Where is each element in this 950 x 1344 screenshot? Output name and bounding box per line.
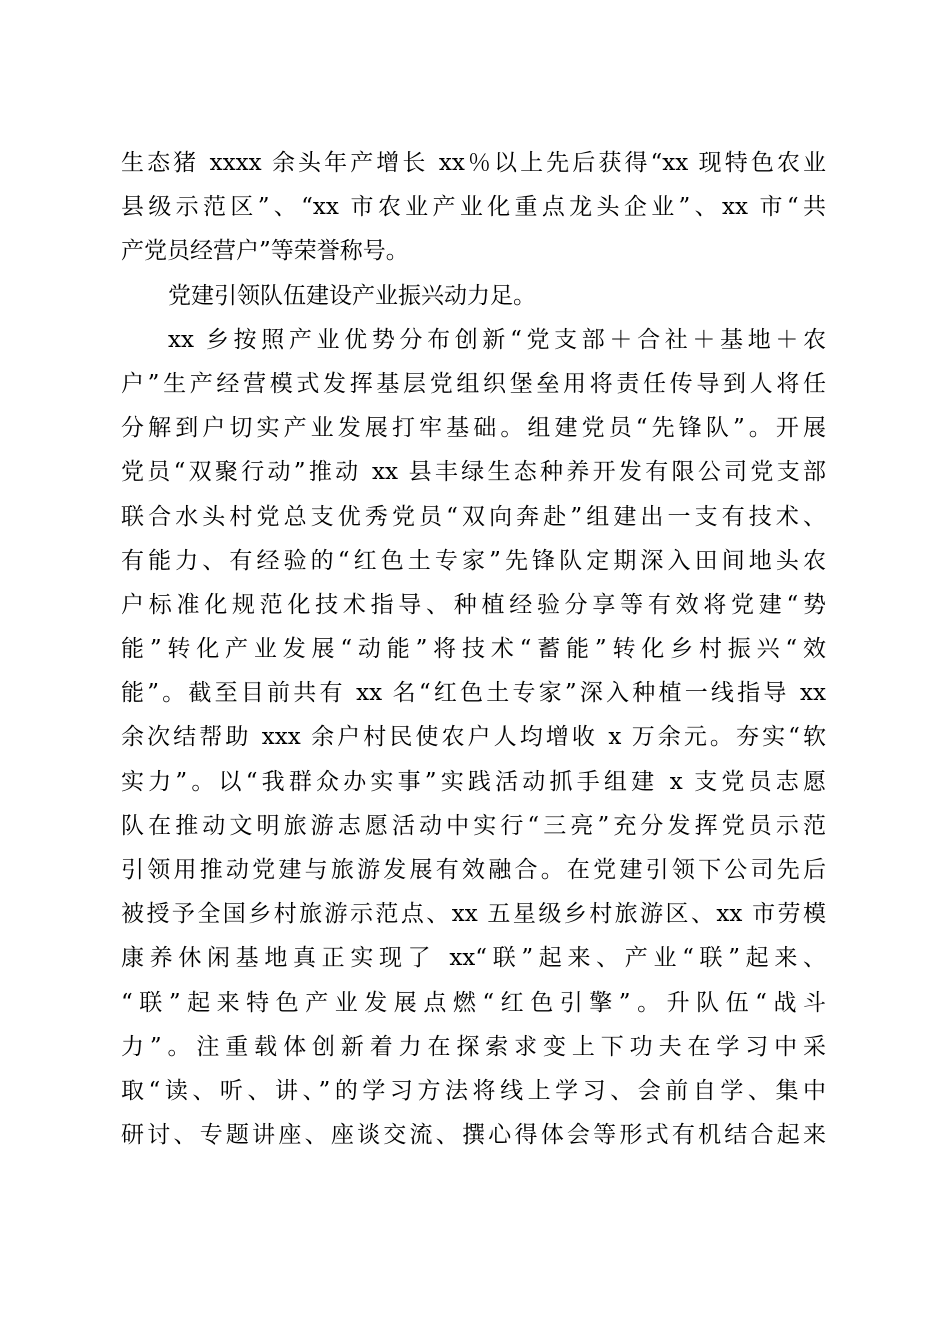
text-line: 引领用推动党建与旅游发展有效融合。在党建引领下公司先后	[121, 857, 826, 883]
text-line: “联”起来特色产业发展点燃“红色引擎”。升队伍“战斗	[121, 989, 826, 1016]
text-line: 队在推动文明旅游志愿活动中实行“三亮”充分发挥党员示范	[121, 812, 826, 839]
paragraph	[121, 318, 826, 1158]
paragraph	[121, 274, 826, 318]
text-line: 分解到户切实产业发展打牢基础。组建党员“先锋队”。开展	[121, 415, 826, 442]
text-line: 研讨、专题讲座、座谈交流、撰心得体会等形式有机结合起来	[121, 1122, 826, 1149]
text-line: 联合水头村党总支优秀党员“双向奔赴”组建出一支有技术、	[121, 503, 826, 530]
text-line: 取“读、听、讲、”的学习方法将线上学习、会前自学、集中	[121, 1077, 826, 1104]
text-line: 党建引领队伍建设产业振兴动力足。	[168, 282, 536, 309]
text-line: 力”。注重载体创新着力在探索求变上下功夫在学习中采	[121, 1033, 826, 1060]
text-line: 生态猪 xxxx 余头年产增长 xx％以上先后获得“xx 现特色农业	[121, 150, 826, 176]
text-line: 县级示范区”、“xx 市农业产业化重点龙头企业”、xx 市“共	[121, 194, 826, 221]
text-line: 户标准化规范化技术指导、种植经验分享等有效将党建“势	[121, 591, 826, 618]
text-line: 有能力、有经验的“红色土专家”先锋队定期深入田间地头农	[121, 547, 826, 574]
text-line: 余次结帮助 xxx 余户村民使农户人均增收 x 万余元。夯实“软	[121, 724, 826, 751]
text-line: 产党员经营户”等荣誉称号。	[121, 238, 409, 265]
text-line: 党员“双聚行动”推动 xx 县丰绿生态种养开发有限公司党支部	[121, 459, 826, 486]
text-line: xx 乡按照产业优势分布创新“党支部＋合社＋基地＋农	[168, 326, 826, 353]
paragraph	[121, 141, 826, 274]
text-line: 能”转化产业发展“动能”将技术“蓄能”转化乡村振兴“效	[121, 636, 826, 663]
text-line: 实力”。以“我群众办实事”实践活动抓手组建 x 支党员志愿	[121, 768, 826, 795]
body-text	[121, 141, 826, 1157]
text-line: 康养休闲基地真正实现了 xx“联”起来、产业“联”起来、	[121, 945, 826, 972]
text-line: 户”生产经营模式发挥基层党组织堡垒用将责任传导到人将任	[121, 370, 826, 397]
text-line: 能”。截至目前共有 xx 名“红色土专家”深入种植一线指导 xx	[121, 680, 826, 707]
text-line: 被授予全国乡村旅游示范点、xx 五星级乡村旅游区、xx 市劳模	[121, 901, 826, 928]
